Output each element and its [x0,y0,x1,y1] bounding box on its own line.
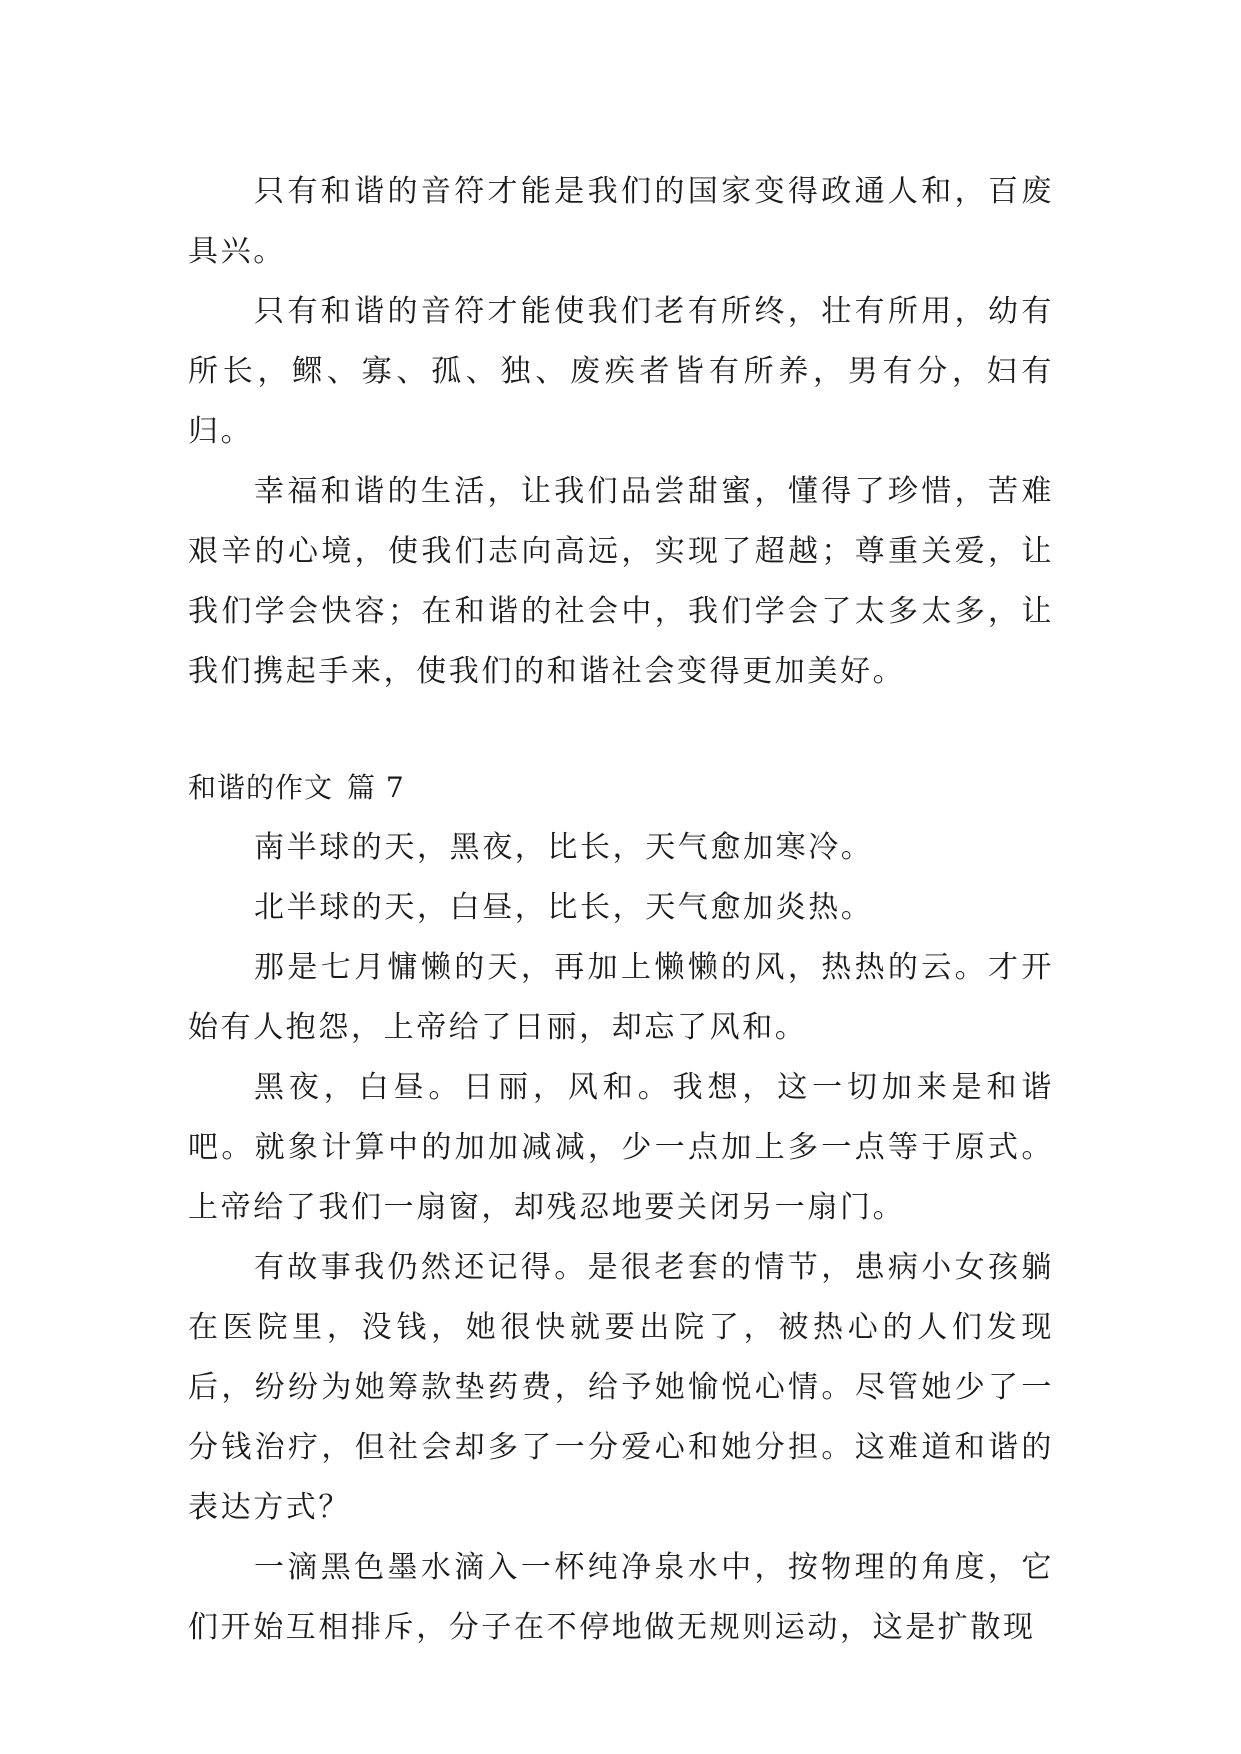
section-heading-title: 和谐的作文 [188,771,334,804]
paragraph: 南半球的天，黑夜，比长，天气愈加寒冷。 [254,830,874,865]
paragraph: 黑夜，白昼。日丽，风和。我想，这一切加来是和谐吧。就象计算中的加加减减，少一点加上多一点等于原式。上帝给了我们一扇窗，却残忍地要关闭另一扇门。 [188,1070,1054,1225]
paragraph: 北半球的天，白昼，比长，天气愈加炎热。 [254,890,874,925]
paragraph: 有故事我仍然还记得。是很老套的情节，患病小女孩躺在医院里，没钱，她很快就要出院了，被热心的人们发现后，纷纷为她筹款垫药费，给予她愉悦心情。尽管她少了一分钱治疗，但社会却多了一分爱心和她分担。这难道和谐的表达方式？ [188,1250,1054,1525]
paragraph: 那是七月慵懒的天，再加上懒懒的风，热热的云。才开始有人抱怨，上帝给了日丽，却忘了风和。 [188,950,1054,1045]
document-body [188,162,1054,1658]
paragraph: 只有和谐的音符才能使我们老有所终，壮有所用，幼有所长，鳏、寡、孤、独、废疾者皆有所养，男有分，妇有归。 [188,294,1054,449]
section-heading-number: 篇 7 [347,771,405,804]
paragraph: 幸福和谐的生活，让我们品尝甜蜜，懂得了珍惜，苦难艰辛的心境，使我们志向高远，实现了超越；尊重关爱，让我们学会快容；在和谐的社会中，我们学会了太多太多，让我们携起手来，使我们的和谐社会变得更加美好。 [188,474,1054,689]
paragraph: 只有和谐的音符才能是我们的国家变得政通人和，百废具兴。 [188,174,1054,269]
paragraph: 一滴黑色墨水滴入一杯纯净泉水中，按物理的角度，它们开始互相排斥，分子在不停地做无规则运动，这是扩散现 [188,1550,1054,1645]
section-heading [188,758,1054,818]
